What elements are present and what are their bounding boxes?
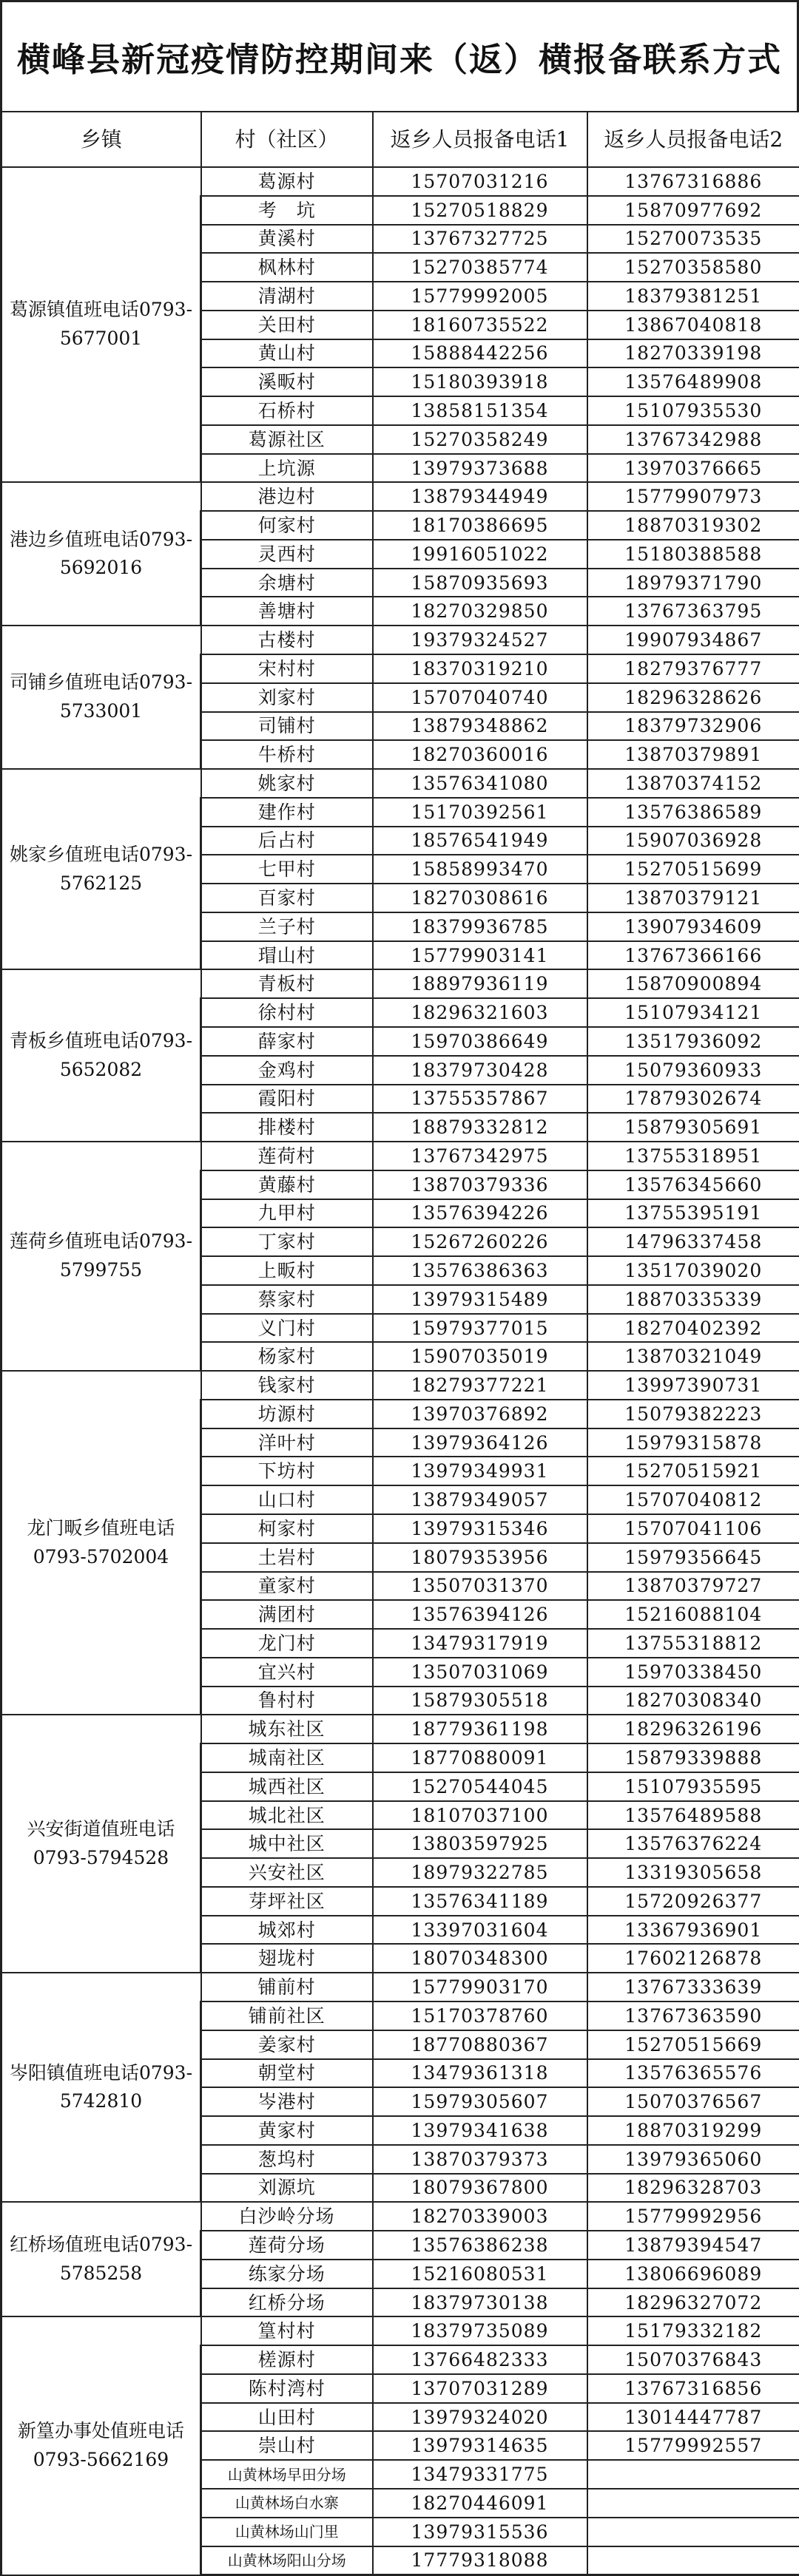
phone-2: 15270073535 bbox=[587, 225, 799, 254]
phone-2: 13576489588 bbox=[587, 1801, 799, 1830]
phone-2: 15079382223 bbox=[587, 1400, 799, 1428]
phone-1: 13397031604 bbox=[373, 1916, 587, 1945]
phone-1: 15779992005 bbox=[373, 282, 587, 311]
village-name: 铺前社区 bbox=[201, 2002, 373, 2030]
village-name: 石桥村 bbox=[201, 396, 373, 425]
phone-2 bbox=[587, 2489, 799, 2518]
phone-1: 13979315489 bbox=[373, 1285, 587, 1314]
phone-1: 13707031289 bbox=[373, 2374, 587, 2403]
village-name: 土岩村 bbox=[201, 1543, 373, 1572]
phone-1: 18079353956 bbox=[373, 1543, 587, 1572]
phone-1: 18279377221 bbox=[373, 1371, 587, 1400]
village-name: 芽坪社区 bbox=[201, 1887, 373, 1916]
village-name: 上畈村 bbox=[201, 1256, 373, 1285]
phone-1: 18370319210 bbox=[373, 654, 587, 683]
phone-2: 13970376665 bbox=[587, 454, 799, 483]
phone-2: 18296328703 bbox=[587, 2174, 799, 2203]
phone-1: 13767327725 bbox=[373, 225, 587, 254]
phone-2: 15979356645 bbox=[587, 1543, 799, 1572]
town-name: 姚家乡值班电话0793-5762125 bbox=[1, 769, 201, 969]
phone-2: 18296326196 bbox=[587, 1715, 799, 1743]
header-village: 村（社区） bbox=[201, 112, 373, 167]
phone-2: 18979371790 bbox=[587, 569, 799, 597]
phone-1: 13879348862 bbox=[373, 712, 587, 741]
phone-1: 15707040740 bbox=[373, 683, 587, 712]
village-name: 莲荷分场 bbox=[201, 2231, 373, 2260]
phone-1: 15180393918 bbox=[373, 367, 587, 396]
town-name: 港边乡值班电话0793-5692016 bbox=[1, 482, 201, 626]
phone-2: 15107935595 bbox=[587, 1772, 799, 1801]
village-name: 姜家村 bbox=[201, 2030, 373, 2059]
phone-2: 13576376224 bbox=[587, 1829, 799, 1858]
phone-1: 13576386238 bbox=[373, 2231, 587, 2260]
phone-1: 15707031216 bbox=[373, 167, 587, 196]
phone-1: 18576541949 bbox=[373, 827, 587, 855]
village-name: 金鸡村 bbox=[201, 1056, 373, 1085]
phone-2: 15216088104 bbox=[587, 1600, 799, 1629]
village-name: 黄山村 bbox=[201, 339, 373, 368]
table-body bbox=[1, 167, 799, 2575]
village-name: 牛桥村 bbox=[201, 740, 373, 769]
phone-2: 15070376567 bbox=[587, 2087, 799, 2116]
phone-1: 18270339003 bbox=[373, 2202, 587, 2231]
phone-2: 13576365576 bbox=[587, 2059, 799, 2088]
village-name: 何家村 bbox=[201, 511, 373, 540]
village-name: 陈村湾村 bbox=[201, 2374, 373, 2403]
phone-1: 19916051022 bbox=[373, 540, 587, 569]
village-name: 葛源村 bbox=[201, 167, 373, 196]
phone-2: 13319305658 bbox=[587, 1858, 799, 1887]
phone-1: 18079367800 bbox=[373, 2174, 587, 2203]
village-name: 山黄林场阳山分场 bbox=[201, 2546, 373, 2575]
phone-1: 13576341189 bbox=[373, 1887, 587, 1916]
village-name: 清湖村 bbox=[201, 282, 373, 311]
phone-1: 18379735089 bbox=[373, 2316, 587, 2345]
village-name: 刘源坑 bbox=[201, 2174, 373, 2203]
phone-1: 13879349057 bbox=[373, 1485, 587, 1514]
phone-1: 18770880367 bbox=[373, 2030, 587, 2059]
phone-2: 13870379727 bbox=[587, 1572, 799, 1601]
phone-1: 18070348300 bbox=[373, 1944, 587, 1973]
phone-1: 13979364126 bbox=[373, 1428, 587, 1457]
phone-2: 13907934609 bbox=[587, 912, 799, 941]
phone-1: 13870379336 bbox=[373, 1170, 587, 1199]
village-name: 下坊村 bbox=[201, 1457, 373, 1485]
town-name: 司铺乡值班电话0793-5733001 bbox=[1, 626, 201, 769]
phone-1: 18379730138 bbox=[373, 2288, 587, 2317]
phone-2: 15180388588 bbox=[587, 540, 799, 569]
phone-1: 18379936785 bbox=[373, 912, 587, 941]
phone-1: 13879344949 bbox=[373, 482, 587, 511]
table-row bbox=[1, 1973, 799, 2002]
phone-2 bbox=[587, 2546, 799, 2575]
phone-2: 15720926377 bbox=[587, 1887, 799, 1916]
phone-2: 13997390731 bbox=[587, 1371, 799, 1400]
phone-1: 13479331775 bbox=[373, 2460, 587, 2489]
village-name: 练家分场 bbox=[201, 2260, 373, 2288]
town-name: 兴安街道值班电话0793-5794528 bbox=[1, 1715, 201, 1973]
village-name: 崇山村 bbox=[201, 2431, 373, 2460]
village-name: 余塘村 bbox=[201, 569, 373, 597]
phone-2: 18270402392 bbox=[587, 1314, 799, 1343]
phone-1: 13507031370 bbox=[373, 1572, 587, 1601]
town-name: 岑阳镇值班电话0793-5742810 bbox=[1, 1973, 201, 2202]
table-row bbox=[1, 1142, 799, 1170]
town-name: 新篁办事处值班电话0793-5662169 bbox=[1, 2316, 201, 2575]
phone-2: 18296327072 bbox=[587, 2288, 799, 2317]
phone-2: 18379732906 bbox=[587, 712, 799, 741]
page-title: 横峰县新冠疫情防控期间来（返）横报备联系方式 bbox=[0, 0, 799, 111]
village-name: 篁村村 bbox=[201, 2316, 373, 2345]
phone-1: 15870935693 bbox=[373, 569, 587, 597]
village-name: 红桥分场 bbox=[201, 2288, 373, 2317]
phone-2: 13867040818 bbox=[587, 311, 799, 339]
phone-2: 13517039020 bbox=[587, 1256, 799, 1285]
village-name: 刘家村 bbox=[201, 683, 373, 712]
phone-2: 13767316886 bbox=[587, 167, 799, 196]
village-name: 黄藤村 bbox=[201, 1170, 373, 1199]
village-name: 徐村村 bbox=[201, 998, 373, 1027]
phone-2: 15779992557 bbox=[587, 2431, 799, 2460]
village-name: 兰子村 bbox=[201, 912, 373, 941]
village-name: 城东社区 bbox=[201, 1715, 373, 1743]
phone-2: 19907934867 bbox=[587, 626, 799, 654]
village-name: 钱家村 bbox=[201, 1371, 373, 1400]
village-name: 城郊村 bbox=[201, 1916, 373, 1945]
phone-1: 15170378760 bbox=[373, 2002, 587, 2030]
phone-1: 13766482333 bbox=[373, 2345, 587, 2374]
phone-2: 15879305691 bbox=[587, 1113, 799, 1142]
phone-2: 18870319302 bbox=[587, 511, 799, 540]
village-name: 坊源村 bbox=[201, 1400, 373, 1428]
phone-1: 13803597925 bbox=[373, 1829, 587, 1858]
phone-1: 13979341638 bbox=[373, 2116, 587, 2145]
header-phone-2: 返乡人员报备电话2 bbox=[587, 112, 799, 167]
village-name: 枫林村 bbox=[201, 253, 373, 282]
village-name: 兴安社区 bbox=[201, 1858, 373, 1887]
phone-1: 15970386649 bbox=[373, 1027, 587, 1056]
phone-2: 15707041106 bbox=[587, 1514, 799, 1543]
phone-1: 13576341080 bbox=[373, 769, 587, 798]
phone-1: 18770880091 bbox=[373, 1743, 587, 1772]
village-name: 翅垅村 bbox=[201, 1944, 373, 1973]
phone-1: 18270308616 bbox=[373, 884, 587, 912]
phone-1: 13979315346 bbox=[373, 1514, 587, 1543]
phone-1: 15779903141 bbox=[373, 941, 587, 970]
phone-1: 13479361318 bbox=[373, 2059, 587, 2088]
table-row bbox=[1, 769, 799, 798]
phone-2: 13767363590 bbox=[587, 2002, 799, 2030]
table-row bbox=[1, 626, 799, 654]
village-name: 溪畈村 bbox=[201, 367, 373, 396]
village-name: 考 坑 bbox=[201, 196, 373, 225]
village-name: 龙门村 bbox=[201, 1629, 373, 1658]
phone-1: 13858151354 bbox=[373, 396, 587, 425]
village-name: 山黄林场早田分场 bbox=[201, 2460, 373, 2489]
village-name: 青板村 bbox=[201, 969, 373, 998]
village-name: 鲁村村 bbox=[201, 1687, 373, 1715]
phone-2: 13767342988 bbox=[587, 425, 799, 454]
phone-2: 13576345660 bbox=[587, 1170, 799, 1199]
phone-2: 18270308340 bbox=[587, 1687, 799, 1715]
phone-2: 15970338450 bbox=[587, 1658, 799, 1687]
phone-2: 13767333639 bbox=[587, 1973, 799, 2002]
phone-1: 15979305607 bbox=[373, 2087, 587, 2116]
phone-1: 13979373688 bbox=[373, 454, 587, 483]
phone-1: 17779318088 bbox=[373, 2546, 587, 2575]
town-name: 红桥场值班电话0793-5785258 bbox=[1, 2202, 201, 2316]
table-row bbox=[1, 969, 799, 998]
phone-2: 15107935530 bbox=[587, 396, 799, 425]
phone-1: 15858993470 bbox=[373, 855, 587, 884]
phone-1: 18107037100 bbox=[373, 1801, 587, 1830]
village-name: 港边村 bbox=[201, 482, 373, 511]
phone-2: 13755318812 bbox=[587, 1629, 799, 1658]
village-name: 司铺村 bbox=[201, 712, 373, 741]
phone-2: 15870900894 bbox=[587, 969, 799, 998]
table-row bbox=[1, 1371, 799, 1400]
phone-2: 18279376777 bbox=[587, 654, 799, 683]
village-name: 柯家村 bbox=[201, 1514, 373, 1543]
phone-2: 15270515921 bbox=[587, 1457, 799, 1485]
village-name: 莲荷村 bbox=[201, 1142, 373, 1170]
phone-1: 15270518829 bbox=[373, 196, 587, 225]
village-name: 黄家村 bbox=[201, 2116, 373, 2145]
village-name: 宜兴村 bbox=[201, 1658, 373, 1687]
village-name: 古楼村 bbox=[201, 626, 373, 654]
village-name: 葛源社区 bbox=[201, 425, 373, 454]
village-name: 排楼村 bbox=[201, 1113, 373, 1142]
village-name: 城南社区 bbox=[201, 1743, 373, 1772]
phone-1: 18170386695 bbox=[373, 511, 587, 540]
phone-2 bbox=[587, 2518, 799, 2546]
phone-1: 13767342975 bbox=[373, 1142, 587, 1170]
village-name: 灵西村 bbox=[201, 540, 373, 569]
phone-1: 13576394226 bbox=[373, 1199, 587, 1228]
village-name: 山黄林场山门里 bbox=[201, 2518, 373, 2546]
phone-1: 13870379373 bbox=[373, 2145, 587, 2174]
phone-2: 17879302674 bbox=[587, 1085, 799, 1114]
phone-2: 15979315878 bbox=[587, 1428, 799, 1457]
table-row bbox=[1, 2316, 799, 2345]
phone-1: 15170392561 bbox=[373, 798, 587, 827]
phone-2: 14796337458 bbox=[587, 1227, 799, 1256]
village-name: 百家村 bbox=[201, 884, 373, 912]
header-phone-1: 返乡人员报备电话1 bbox=[373, 112, 587, 167]
village-name: 葱坞村 bbox=[201, 2145, 373, 2174]
phone-2: 13576386589 bbox=[587, 798, 799, 827]
village-name: 关田村 bbox=[201, 311, 373, 339]
phone-1: 13576394126 bbox=[373, 1600, 587, 1629]
village-name: 瑁山村 bbox=[201, 941, 373, 970]
phone-2: 13870379121 bbox=[587, 884, 799, 912]
phone-2: 13870374152 bbox=[587, 769, 799, 798]
phone-2: 15779992956 bbox=[587, 2202, 799, 2231]
phone-1: 18779361198 bbox=[373, 1715, 587, 1743]
phone-2: 15870977692 bbox=[587, 196, 799, 225]
phone-2: 13014447787 bbox=[587, 2403, 799, 2432]
phone-1: 13507031069 bbox=[373, 1658, 587, 1687]
village-name: 蔡家村 bbox=[201, 1285, 373, 1314]
phone-1: 13576386363 bbox=[373, 1256, 587, 1285]
village-name: 城西社区 bbox=[201, 1772, 373, 1801]
phone-2: 18270339198 bbox=[587, 339, 799, 368]
phone-2: 15879339888 bbox=[587, 1743, 799, 1772]
village-name: 城北社区 bbox=[201, 1801, 373, 1830]
phone-2: 15107934121 bbox=[587, 998, 799, 1027]
phone-1: 13979314635 bbox=[373, 2431, 587, 2460]
village-name: 后占村 bbox=[201, 827, 373, 855]
village-name: 槎源村 bbox=[201, 2345, 373, 2374]
phone-1: 13979315536 bbox=[373, 2518, 587, 2546]
village-name: 杨家村 bbox=[201, 1342, 373, 1371]
phone-2: 13755395191 bbox=[587, 1199, 799, 1228]
village-name: 宋村村 bbox=[201, 654, 373, 683]
phone-1: 15270358249 bbox=[373, 425, 587, 454]
phone-2: 15907036928 bbox=[587, 827, 799, 855]
phone-2: 13767363795 bbox=[587, 597, 799, 626]
phone-2: 15079360933 bbox=[587, 1056, 799, 1085]
table-row bbox=[1, 167, 799, 196]
village-name: 姚家村 bbox=[201, 769, 373, 798]
phone-2: 15070376843 bbox=[587, 2345, 799, 2374]
village-name: 山口村 bbox=[201, 1485, 373, 1514]
village-name: 铺前村 bbox=[201, 1973, 373, 2002]
phone-1: 15216080531 bbox=[373, 2260, 587, 2288]
phone-1: 15888442256 bbox=[373, 339, 587, 368]
phone-1: 18296321603 bbox=[373, 998, 587, 1027]
phone-2: 15707040812 bbox=[587, 1485, 799, 1514]
phone-1: 18270446091 bbox=[373, 2489, 587, 2518]
phone-1: 13979324020 bbox=[373, 2403, 587, 2432]
town-name: 葛源镇值班电话0793-5677001 bbox=[1, 167, 201, 482]
village-name: 薛家村 bbox=[201, 1027, 373, 1056]
phone-2: 15270515699 bbox=[587, 855, 799, 884]
village-name: 白沙岭分场 bbox=[201, 2202, 373, 2231]
phone-2: 13755318951 bbox=[587, 1142, 799, 1170]
phone-1: 13979349931 bbox=[373, 1457, 587, 1485]
phone-2: 18379381251 bbox=[587, 282, 799, 311]
phone-2: 15270515669 bbox=[587, 2030, 799, 2059]
phone-1: 18270329850 bbox=[373, 597, 587, 626]
phone-1: 15270544045 bbox=[373, 1772, 587, 1801]
phone-2: 13806696089 bbox=[587, 2260, 799, 2288]
phone-1: 18160735522 bbox=[373, 311, 587, 339]
phone-1: 15267260226 bbox=[373, 1227, 587, 1256]
village-name: 七甲村 bbox=[201, 855, 373, 884]
phone-2: 13879394547 bbox=[587, 2231, 799, 2260]
phone-1: 15779903170 bbox=[373, 1973, 587, 2002]
village-name: 善塘村 bbox=[201, 597, 373, 626]
phone-1: 15979377015 bbox=[373, 1314, 587, 1343]
phone-1: 18879332812 bbox=[373, 1113, 587, 1142]
village-name: 满团村 bbox=[201, 1600, 373, 1629]
phone-1: 13755357867 bbox=[373, 1085, 587, 1114]
village-name: 童家村 bbox=[201, 1572, 373, 1601]
table-row bbox=[1, 482, 799, 511]
phone-1: 15270385774 bbox=[373, 253, 587, 282]
town-name: 龙门畈乡值班电话0793-5702004 bbox=[1, 1371, 201, 1715]
village-name: 义门村 bbox=[201, 1314, 373, 1343]
village-name: 山田村 bbox=[201, 2403, 373, 2432]
phone-1: 13479317919 bbox=[373, 1629, 587, 1658]
table-row bbox=[1, 1715, 799, 1743]
contact-table bbox=[0, 111, 799, 2576]
table-row bbox=[1, 2202, 799, 2231]
village-name: 黄溪村 bbox=[201, 225, 373, 254]
town-name: 青板乡值班电话0793-5652082 bbox=[1, 969, 201, 1142]
phone-2: 18870319299 bbox=[587, 2116, 799, 2145]
village-name: 城中社区 bbox=[201, 1829, 373, 1858]
phone-2: 13576489908 bbox=[587, 367, 799, 396]
phone-2: 18296328626 bbox=[587, 683, 799, 712]
phone-2: 13979365060 bbox=[587, 2145, 799, 2174]
phone-2: 13367936901 bbox=[587, 1916, 799, 1945]
village-name: 霞阳村 bbox=[201, 1085, 373, 1114]
village-name: 洋叶村 bbox=[201, 1428, 373, 1457]
village-name: 朝堂村 bbox=[201, 2059, 373, 2088]
phone-2: 13870379891 bbox=[587, 740, 799, 769]
phone-2: 15179332182 bbox=[587, 2316, 799, 2345]
phone-2: 15779907973 bbox=[587, 482, 799, 511]
village-name: 丁家村 bbox=[201, 1227, 373, 1256]
phone-2: 13767316856 bbox=[587, 2374, 799, 2403]
phone-1: 13970376892 bbox=[373, 1400, 587, 1428]
phone-1: 18897936119 bbox=[373, 969, 587, 998]
village-name: 九甲村 bbox=[201, 1199, 373, 1228]
phone-1: 18379730428 bbox=[373, 1056, 587, 1085]
header-town: 乡镇 bbox=[1, 112, 201, 167]
phone-1: 18270360016 bbox=[373, 740, 587, 769]
phone-2: 13517936092 bbox=[587, 1027, 799, 1056]
phone-1: 15879305518 bbox=[373, 1687, 587, 1715]
phone-2: 17602126878 bbox=[587, 1944, 799, 1973]
phone-2: 15270358580 bbox=[587, 253, 799, 282]
phone-2: 13870321049 bbox=[587, 1342, 799, 1371]
village-name: 上坑源 bbox=[201, 454, 373, 483]
phone-1: 18979322785 bbox=[373, 1858, 587, 1887]
phone-2: 18870335339 bbox=[587, 1285, 799, 1314]
phone-2: 13767366166 bbox=[587, 941, 799, 970]
village-name: 山黄林场白水寨 bbox=[201, 2489, 373, 2518]
town-name: 莲荷乡值班电话0793-5799755 bbox=[1, 1142, 201, 1371]
village-name: 建作村 bbox=[201, 798, 373, 827]
header-row bbox=[1, 112, 799, 167]
phone-1: 15907035019 bbox=[373, 1342, 587, 1371]
phone-2 bbox=[587, 2460, 799, 2489]
phone-1: 19379324527 bbox=[373, 626, 587, 654]
village-name: 岑港村 bbox=[201, 2087, 373, 2116]
